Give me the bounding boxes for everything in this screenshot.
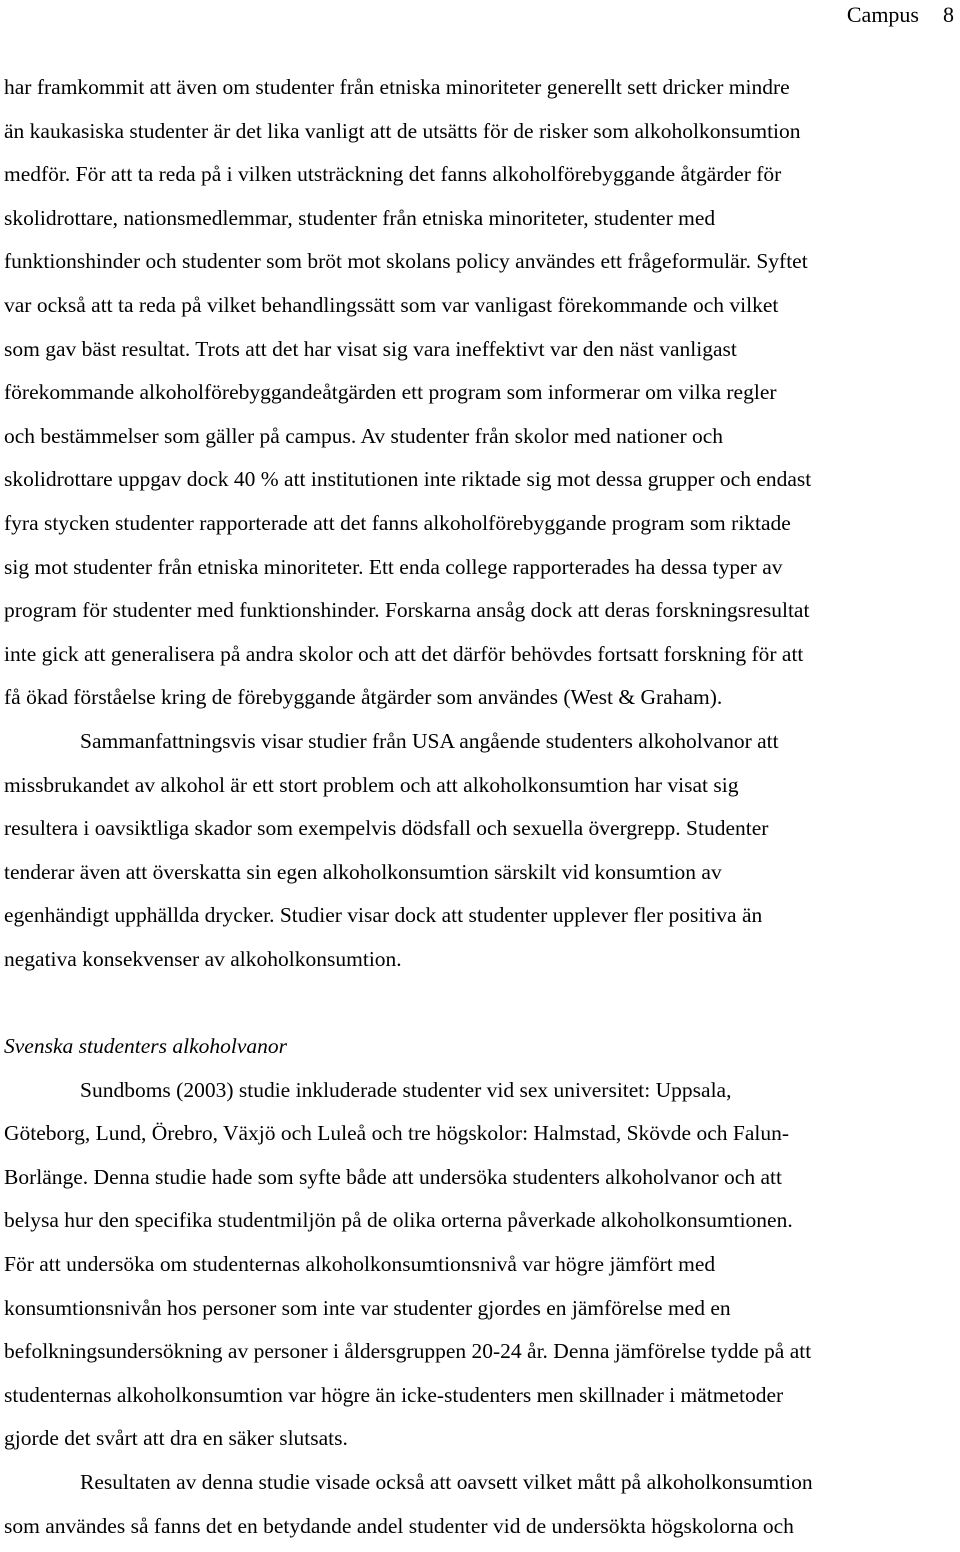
text-line: skolidrottare uppgav dock 40 % att institutionen inte riktade sig mot dessa grupper och endast bbox=[4, 467, 812, 492]
text-line: studenternas alkoholkonsumtion var högre än icke-studenters men skillnader i mätmetoder bbox=[4, 1382, 784, 1407]
text-line: missbrukandet av alkohol är ett stort problem och att alkoholkonsumtion har visat sig bbox=[4, 772, 739, 797]
text-line: förekommande alkoholförebyggandeåtgärden ett program som informerar om vilka regler bbox=[4, 380, 777, 405]
text-line: Resultaten av denna studie visade också att oavsett vilket mått på alkoholkonsumtion bbox=[80, 1470, 813, 1494]
text-line: fyra stycken studenter rapporterade att det fanns alkoholförebyggande program som riktade bbox=[4, 510, 791, 535]
text-line: program för studenter med funktionshinder. Forskarna ansåg dock att deras forskningsresultat bbox=[4, 598, 810, 623]
running-head bbox=[847, 0, 954, 30]
text-line: som gav bäst resultat. Trots att det har visat sig vara ineffektivt var den näst vanligast bbox=[4, 336, 737, 361]
text-line: konsumtionsnivån hos personer som inte var studenter gjordes en jämförelse med en bbox=[4, 1295, 731, 1320]
body-text bbox=[4, 66, 958, 1548]
text-line: sig mot studenter från etniska minoriteter. Ett enda college rapporterades ha dessa typer av bbox=[4, 554, 783, 579]
paragraph-1 bbox=[4, 66, 958, 720]
paragraph-3 bbox=[4, 1069, 958, 1461]
text-line: tenderar även att överskatta sin egen alkoholkonsumtion särskilt vid konsumtion av bbox=[4, 859, 722, 884]
text-line: funktionshinder och studenter som bröt mot skolans policy användes ett frågeformulär. Syftet bbox=[4, 249, 808, 274]
section-heading: Svenska studenters alkoholvanor bbox=[4, 1034, 288, 1059]
text-line: än kaukasiska studenter är det lika vanligt att de utsätts för de risker som alkoholkonsumtion bbox=[4, 118, 801, 143]
running-title: Campus bbox=[846, 2, 919, 27]
text-line: som användes så fanns det en betydande andel studenter vid de undersökta högskolorna och bbox=[4, 1513, 794, 1538]
text-line: inte gick att generalisera på andra skolor och att det därför behövdes fortsatt forskning för att bbox=[4, 641, 804, 666]
text-line: Borlänge. Denna studie hade som syfte både att undersöka studenters alkoholvanor och att bbox=[4, 1164, 782, 1189]
paragraph-2 bbox=[4, 720, 958, 982]
text-line: belysa hur den specifika studentmiljön på de olika orterna påverkade alkoholkonsumtionen. bbox=[4, 1208, 793, 1233]
text-line: skolidrottare, nationsmedlemmar, studenter från etniska minoriteter, studenter med bbox=[4, 205, 716, 230]
text-line: medför. För att ta reda på i vilken utsträckning det fanns alkoholförebyggande åtgärder för bbox=[4, 162, 782, 187]
blank-line bbox=[4, 981, 958, 1025]
text-line: var också att ta reda på vilket behandlingssätt som var vanligast förekommande och vilket bbox=[4, 292, 779, 317]
text-line: Sundboms (2003) studie inkluderade studenter vid sex universitet: Uppsala, bbox=[80, 1077, 732, 1102]
text-line: egenhändigt upphällda drycker. Studier visar dock att studenter upplever fler positiva än bbox=[4, 903, 763, 928]
paragraph-4 bbox=[4, 1461, 958, 1548]
text-line: få ökad förståelse kring de förebyggande åtgärder som användes (West & Graham). bbox=[4, 685, 723, 710]
text-line: och bestämmelser som gäller på campus. Av studenter från skolor med nationer och bbox=[4, 423, 724, 448]
text-line: negativa konsekvenser av alkoholkonsumtion. bbox=[4, 946, 402, 971]
text-line: Sammanfattningsvis visar studier från USA angående studenters alkoholvanor att bbox=[80, 728, 779, 753]
text-line: befolkningsundersökning av personer i åldersgruppen 20-24 år. Denna jämförelse tydde på att bbox=[4, 1339, 812, 1364]
page-number: 8 bbox=[943, 2, 954, 27]
text-line: har framkommit att även om studenter från etniska minoriteter generellt sett dricker mindre bbox=[4, 75, 790, 99]
text-line: resultera i oavsiktliga skador som exempelvis dödsfall och sexuella övergrepp. Studenter bbox=[4, 816, 769, 841]
text-line: För att undersöka om studenternas alkoholkonsumtionsnivå var högre jämfört med bbox=[4, 1252, 716, 1277]
text-line: Göteborg, Lund, Örebro, Växjö och Luleå och tre högskolor: Halmstad, Skövde och Falun- bbox=[4, 1121, 789, 1146]
text-line: gjorde det svårt att dra en säker slutsats. bbox=[4, 1426, 348, 1451]
